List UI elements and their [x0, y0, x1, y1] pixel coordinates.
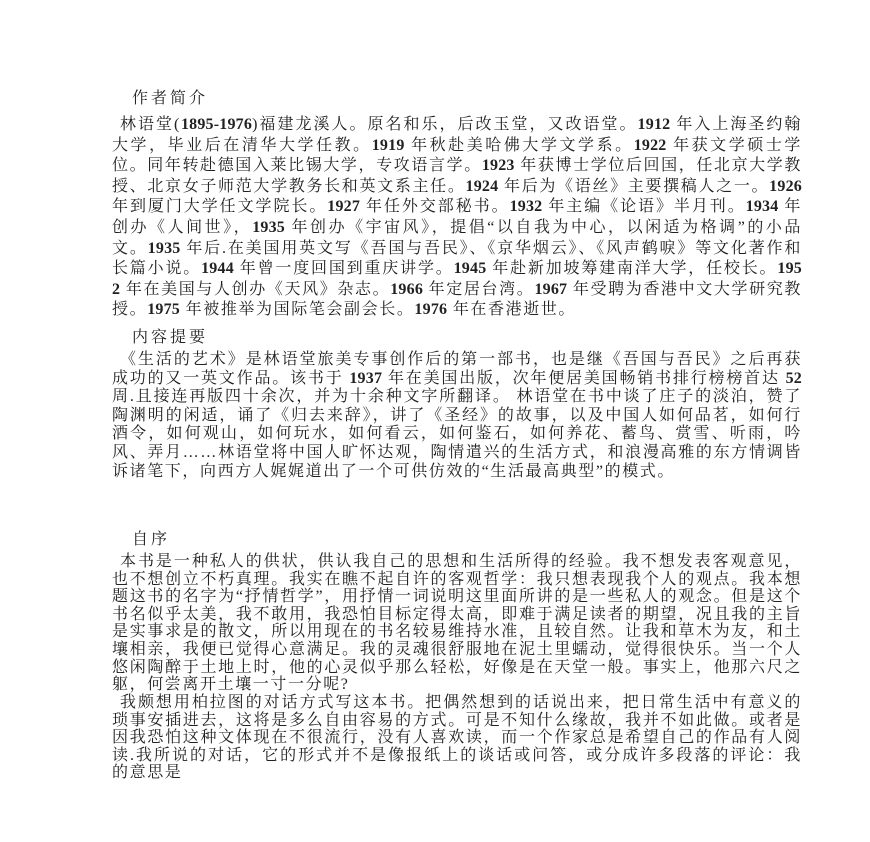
author-bio-paragraph: 林语堂(1895-1976)福建龙溪人。原名和乐，后改玉堂，又改语堂。1912 年入上海圣约翰大学，毕业后在清华大学任教。1919 年秋赴美哈佛大学文学系。1922 年获文学硕士学位。同年转赴德国入莱比锡大学，专攻语言学。1923 年获博士学位后回国，任北京大学教授、北京女子师范大学教务长和英文系主任。1924 年后为《语丝》主要撰稿人之一。1926 年到厦门大学任文学院长。1927 年任外交部秘书。1932 年主编《论语》半月刊。1934 年创办《人间世》，1935 年创办《宇宙风》，提倡“以自我为中心，以闲适为格调”的小品文。1935 年后.在美国用英文写《吾国与吾民》、《京华烟云》、《风声鹤唳》等文化著作和长篇小说。1944 年曾一度回国到重庆讲学。1945 年赴新加坡筹建南洋大学，任校长。1952 年在美国与人创办《天风》杂志。1966 年定居台湾。1967 年受聘为香港中文大学研究教授。1975 年被推举为国际笔会副会长。1976 年在香港逝世。: [112, 116, 803, 319]
preface-paragraph-1: 本书是一种私人的供状，供认我自己的思想和生活所得的经验。我不想发表客观意见，也不想创立不朽真理。我实在瞧不起自许的客观哲学：我只想表现我个人的观点。我本想题这书的名字为“抒情哲学”，用抒情一词说明这里面所讲的是一些私人的观念。但是这个书名似乎太美，我不敢用，我恐怕目标定得太高，即难于满足读者的期望，况且我的主旨是实事求是的散文，所以用现在的书名较易维持水准，且较自然。让我和草木为友，和土壤相亲，我便已觉得心意满足。我的灵魂很舒服地在泥土里蠕动，觉得很快乐。当一个人悠闲陶醉于土地上时，他的心灵似乎那么轻松，好像是在天堂一般。事实上，他那六尺之躯，何尝离开土壤一寸一分呢?: [112, 553, 802, 694]
section-heading-preface: 自序: [132, 531, 171, 548]
preface-paragraph-2: 我颇想用柏拉图的对话方式写这本书。把偶然想到的话说出来，把日常生活中有意义的琐事安插进去，这将是多么自由容易的方式。可是不知什么缘故，我并不如此做。或者是因我恐怕这种文体现在不很流行，没有人喜欢读，而一个作家总是希望自己的作品有人阅读.我所说的对话，它的形式并不是像报纸上的谈话或问答，或分成许多段落的评论：我的意思是: [112, 694, 802, 782]
section-heading-abstract: 内容提要: [132, 329, 209, 346]
abstract-paragraph: 《生活的艺术》是林语堂旅美专事创作后的第一部书，也是继《吾国与吾民》之后再获成功的又一英文作品。该书于 1937 年在美国出版，次年便居美国畅销书排行榜榜首达 52 周.且接连再版四十余次，并为十余种文字所翻译。 林语堂在书中谈了庄子的淡泊，赞了陶渊明的闲适，诵了《归去来辞》，讲了《圣经》的故事，以及中国人如何品茗，如何行酒令，如何观山，如何玩水，如何看云，如何鉴石，如何养花、蓄鸟、赏雪、听雨，吟风、弄月……林语堂将中国人旷怀达观，陶情遣兴的生活方式，和浪漫高雅的东方情调皆诉诸笔下，向西方人娓娓道出了一个可供仿效的“生活最高典型”的模式。: [112, 351, 802, 480]
section-heading-author-bio: 作者简介: [132, 90, 209, 107]
